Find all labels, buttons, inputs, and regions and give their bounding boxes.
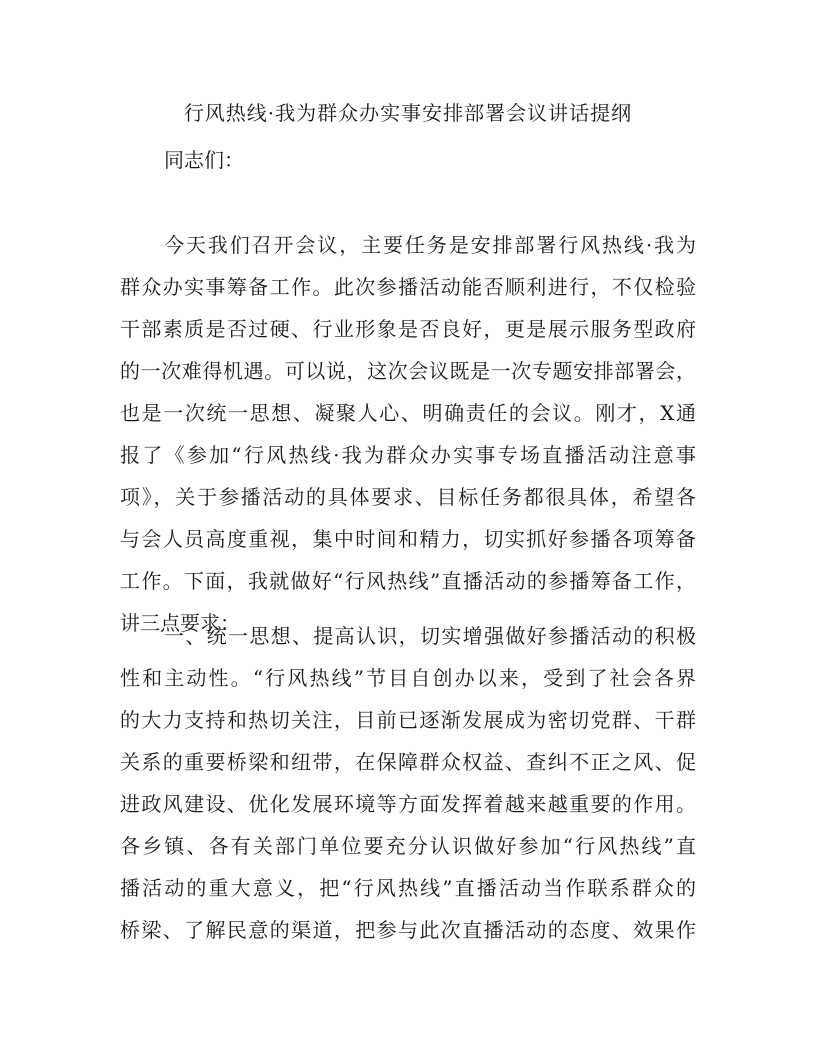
- text-line: 讲三点要求：: [120, 611, 240, 635]
- text-line: 进政风建设、优化发展环境等方面发挥着越来越重要的作用。: [120, 792, 696, 816]
- document-title: 行风热线·我为群众办实事安排部署会议讲话提纲: [183, 101, 633, 125]
- text-line: 的大力支持和热切关注，目前已逐渐发展成为密切党群、干群: [120, 708, 696, 732]
- paragraph-opening: [120, 224, 696, 644]
- text-line: 性和主动性。“行风热线”节目自创办以来，受到了社会各界: [120, 666, 696, 690]
- text-line: 的一次难得机遇。可以说，这次会议既是一次专题安排部署会，: [120, 359, 696, 383]
- paragraph-point-one: [120, 615, 696, 951]
- text-line: 播活动的重大意义，把“行风热线”直播活动当作联系群众的: [120, 876, 696, 900]
- text-line: 关系的重要桥梁和纽带，在保障群众权益、查纠不正之风、促: [120, 750, 696, 774]
- text-line: 今天我们召开会议，主要任务是安排部署行风热线·我为: [164, 233, 696, 257]
- text-line: 也是一次统一思想、凝聚人心、明确责任的会议。刚才，X通: [120, 401, 696, 425]
- text-line: 各乡镇、各有关部门单位要充分认识做好参加“行风热线”直: [120, 834, 696, 858]
- text-line: 桥梁、了解民意的渠道，把参与此次直播活动的态度、效果作: [120, 918, 696, 942]
- text-line: 报了《参加“行风热线·我为群众办实事专场直播活动注意事: [120, 443, 696, 467]
- text-line: 工作。下面，我就做好“行风热线”直播活动的参播筹备工作，: [120, 569, 696, 593]
- text-line: 一、统一思想、提高认识，切实增强做好参播活动的积极: [164, 624, 696, 648]
- text-line: 与会人员高度重视，集中时间和精力，切实抓好参播各项筹备: [120, 527, 696, 551]
- text-line: 干部素质是否过硬、行业形象是否良好，更是展示服务型政府: [120, 317, 696, 341]
- salutation: 同志们：: [164, 148, 244, 172]
- text-line: 项》，关于参播活动的具体要求、目标任务都很具体，希望各: [120, 485, 696, 509]
- text-line: 群众办实事筹备工作。此次参播活动能否顺利进行，不仅检验: [120, 275, 696, 299]
